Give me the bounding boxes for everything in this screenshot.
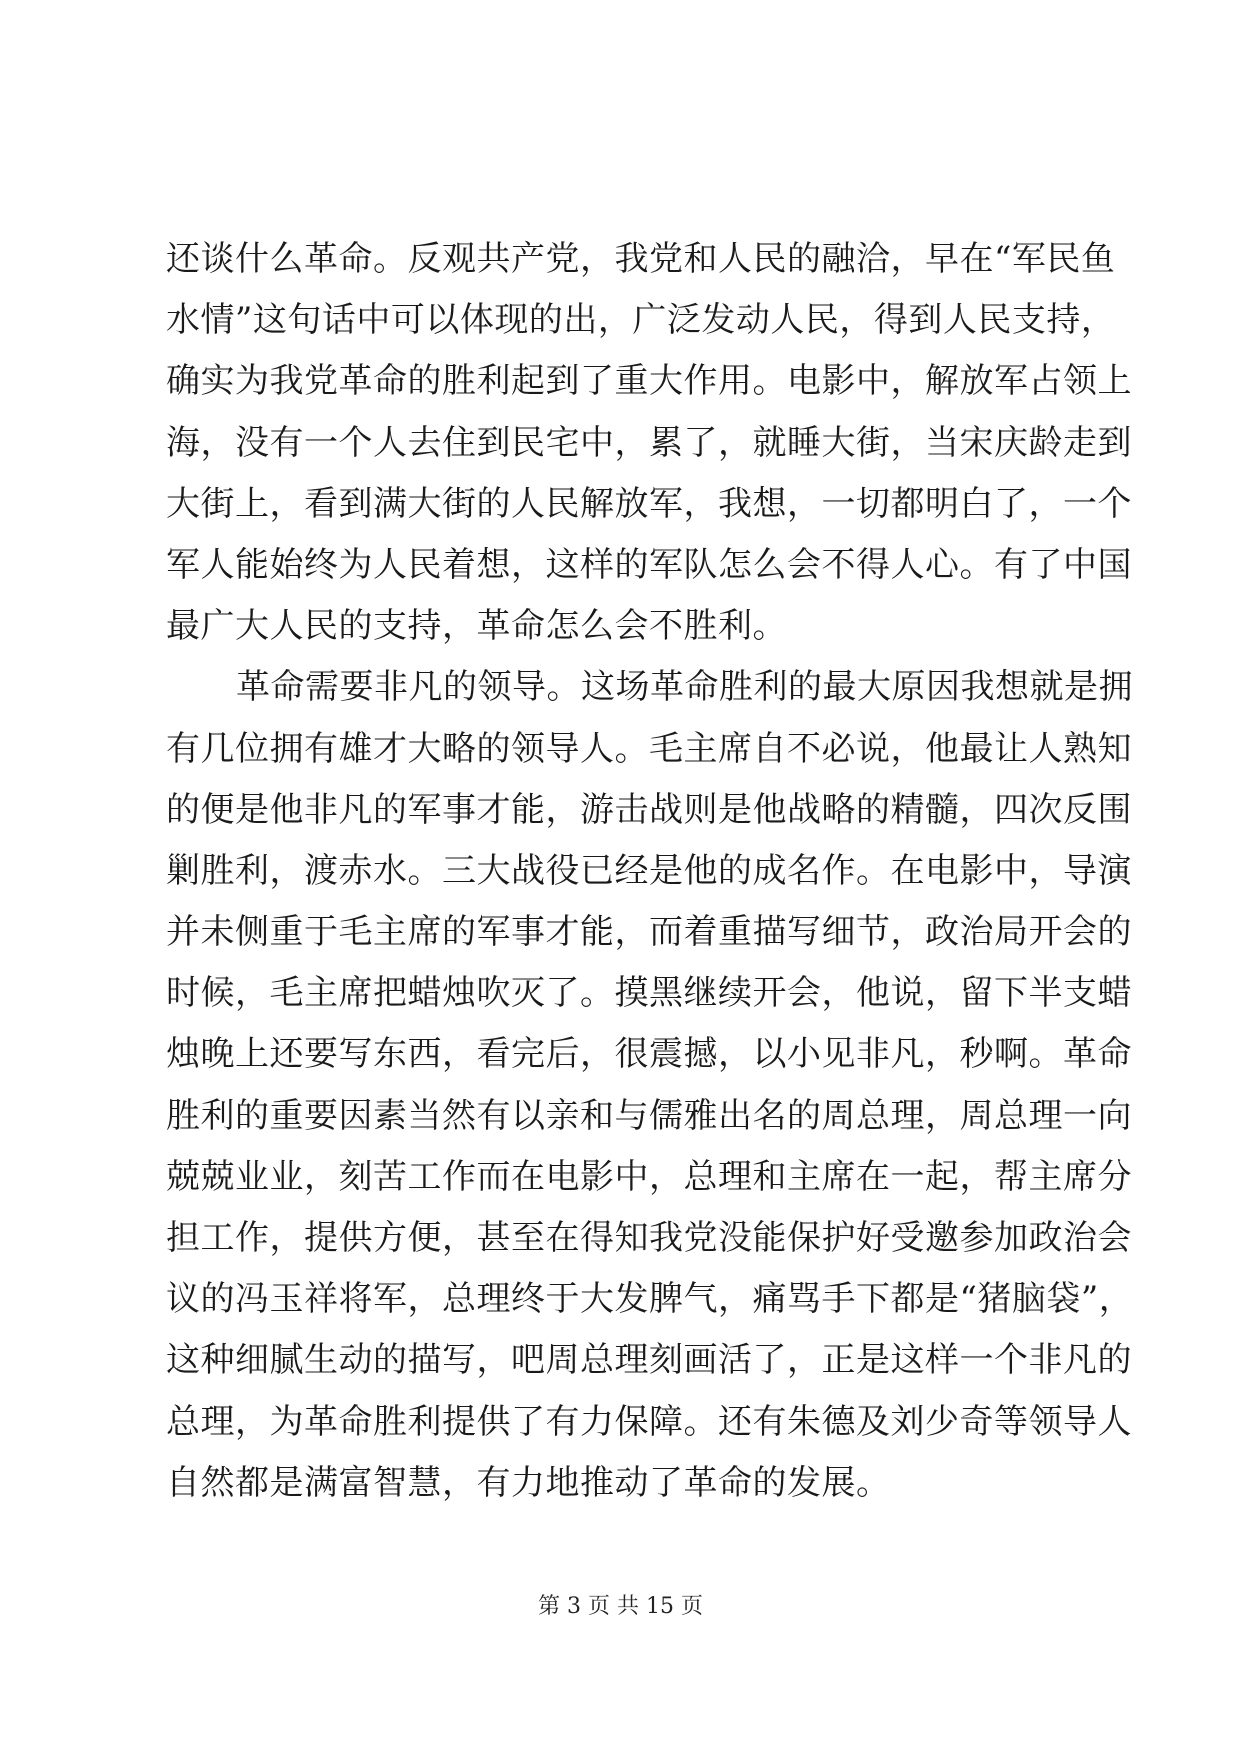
text-line: 时候，毛主席把蜡烛吹灭了。摸黑继续开会，他说，留下半支蜡 bbox=[166, 973, 1132, 1014]
text-line: 水情”这句话中可以体现的出，广泛发动人民，得到人民支持， bbox=[166, 300, 1116, 341]
text-line: 最广大人民的支持，革命怎么会不胜利。 bbox=[166, 606, 787, 647]
text-line: 并未侧重于毛主席的军事才能，而着重描写细节，政治局开会的 bbox=[166, 912, 1132, 953]
paragraph bbox=[166, 657, 1134, 1514]
text-line: 这种细腻生动的描写，吧周总理刻画活了，正是这样一个非凡的 bbox=[166, 1340, 1132, 1381]
text-line: 大街上，看到满大街的人民解放军，我想，一切都明白了，一个 bbox=[166, 483, 1132, 524]
paragraph bbox=[166, 229, 1132, 657]
text-line: 烛晚上还要写东西，看完后，很震撼，以小见非凡，秒啊。革命 bbox=[166, 1034, 1132, 1075]
text-line: 确实为我党革命的胜利起到了重大作用。电影中，解放军占领上 bbox=[166, 361, 1132, 402]
text-line: 有几位拥有雄才大略的领导人。毛主席自不必说，他最让人熟知 bbox=[166, 728, 1132, 769]
text-line: 海，没有一个人去住到民宅中，累了，就睡大街，当宋庆龄走到 bbox=[166, 422, 1132, 463]
body-text bbox=[166, 229, 1134, 1514]
text-line: 军人能始终为人民着想，这样的军队怎么会不得人心。有了中国 bbox=[166, 544, 1132, 585]
text-line: 还谈什么革命。反观共产党，我党和人民的融洽，早在“军民鱼 bbox=[166, 239, 1116, 279]
text-line: 总理，为革命胜利提供了有力保障。还有朱德及刘少奇等领导人 bbox=[166, 1401, 1132, 1442]
page-number-footer: 第 3 页 共 15 页 bbox=[538, 1594, 703, 1619]
text-line: 议的冯玉祥将军，总理终于大发脾气，痛骂手下都是“猪脑袋”， bbox=[166, 1279, 1134, 1320]
text-line: 担工作，提供方便，甚至在得知我党没能保护好受邀参加政治会 bbox=[166, 1218, 1132, 1258]
text-line: 的便是他非凡的军事才能，游击战则是他战略的精髓，四次反围 bbox=[166, 789, 1132, 830]
text-line: 革命需要非凡的领导。这场革命胜利的最大原因我想就是拥 bbox=[236, 667, 1133, 708]
text-line: 胜利的重要因素当然有以亲和与儒雅出名的周总理，周总理一向 bbox=[166, 1095, 1132, 1136]
text-line: 兢兢业业，刻苦工作而在电影中，总理和主席在一起，帮主席分 bbox=[166, 1156, 1132, 1197]
text-line: 自然都是满富智慧，有力地推动了革命的发展。 bbox=[166, 1462, 891, 1503]
text-line: 剿胜利，渡赤水。三大战役已经是他的成名作。在电影中，导演 bbox=[166, 850, 1132, 891]
